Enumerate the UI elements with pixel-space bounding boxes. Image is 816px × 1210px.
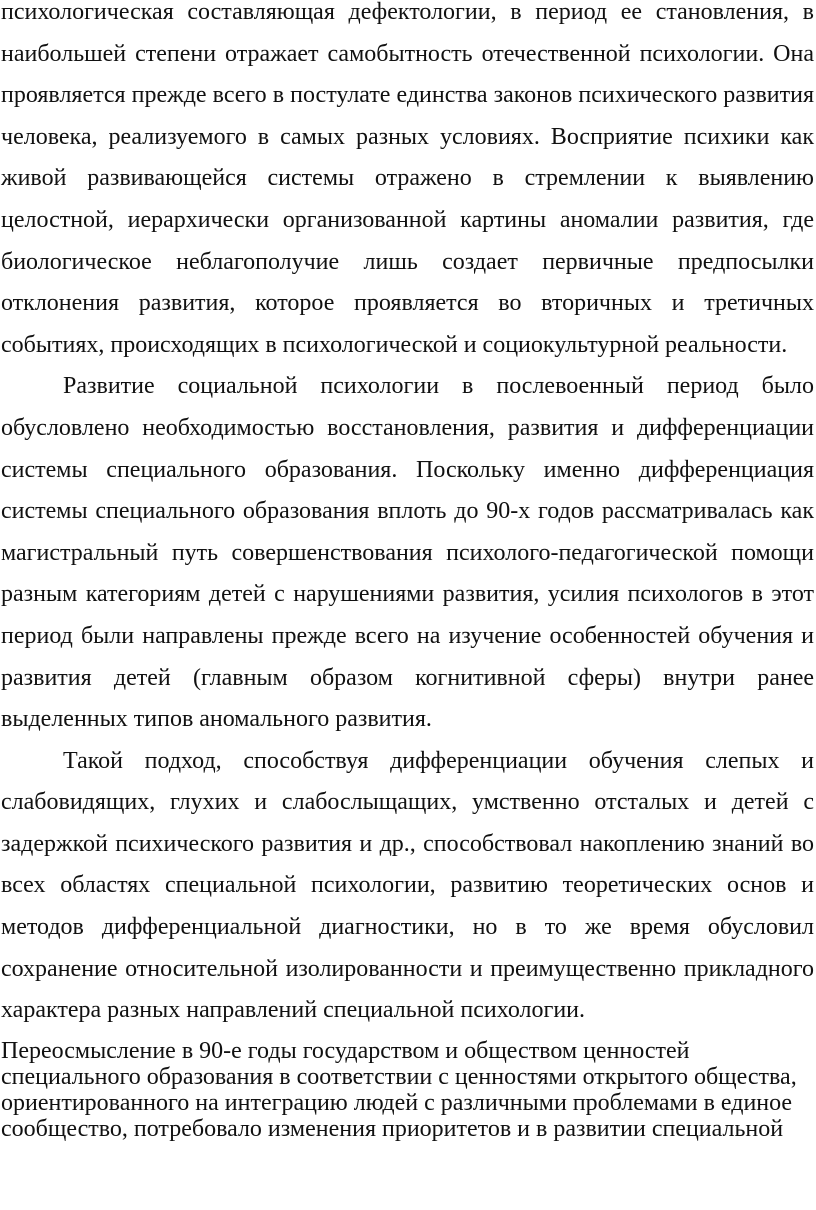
paragraph-differentiation-approach: Такой подход, способствуя дифференциации обучения слепых и слабовидящих, глухих и слабослыщащих, умственно отсталых и детей с задержкой психического развития и др., способствовал накоплению знаний во всех областях специальной психологии, развитию теоретических основ и методов дифференциальной диагностики, но в то же время обусловил сохранение относительной изолированности и преимущественно прикладного характера разных направлений специальной психологии. [1, 747, 814, 1024]
paragraph-nineties-rethinking: Переосмысление в 90-е годы государством и обществом ценностей специального образования в соответствии с ценностями открытого общества, ориентированного на интеграцию людей с различными проблемами в единое сообщество, потребовало изменения приоритетов и в развитии специальной [1, 1037, 797, 1142]
paragraph-continuation: психологическая составляющая дефектологии, в период ее становления, в наибольшей степени отражает самобытность отечественной психологии. Она проявляется прежде всего в постулате единства законов психического развития человека, реализуемого в самых разных условиях. Восприятие психики как живой развивающейся системы отражено в стремлении к выявлению целостной, иерархически организованной картины аномалии развития, где биологическое неблагополучие лишь создает первичные предпосылки отклонения развития, которое проявляется во вторичных и третичных событиях, происходящих в психологической и социокультурной реальности. [1, 0, 814, 358]
paragraph-postwar-development: Развитие социальной психологии в послевоенный период было обусловлено необходимостью восстановления, развития и дифференциации системы специального образования. Поскольку именно дифференциация системы специального образования вплоть до 90-х годов рассматривалась как магистральный путь совершенствования психолого-педагогической помощи разным категориям детей с нарушениями развития, усилия психологов в этот период были направлены прежде всего на изучение особенностей обучения и развития детей (главным образом когнитивной сферы) внутри ранее выделенных типов аномального развития. [1, 373, 814, 733]
